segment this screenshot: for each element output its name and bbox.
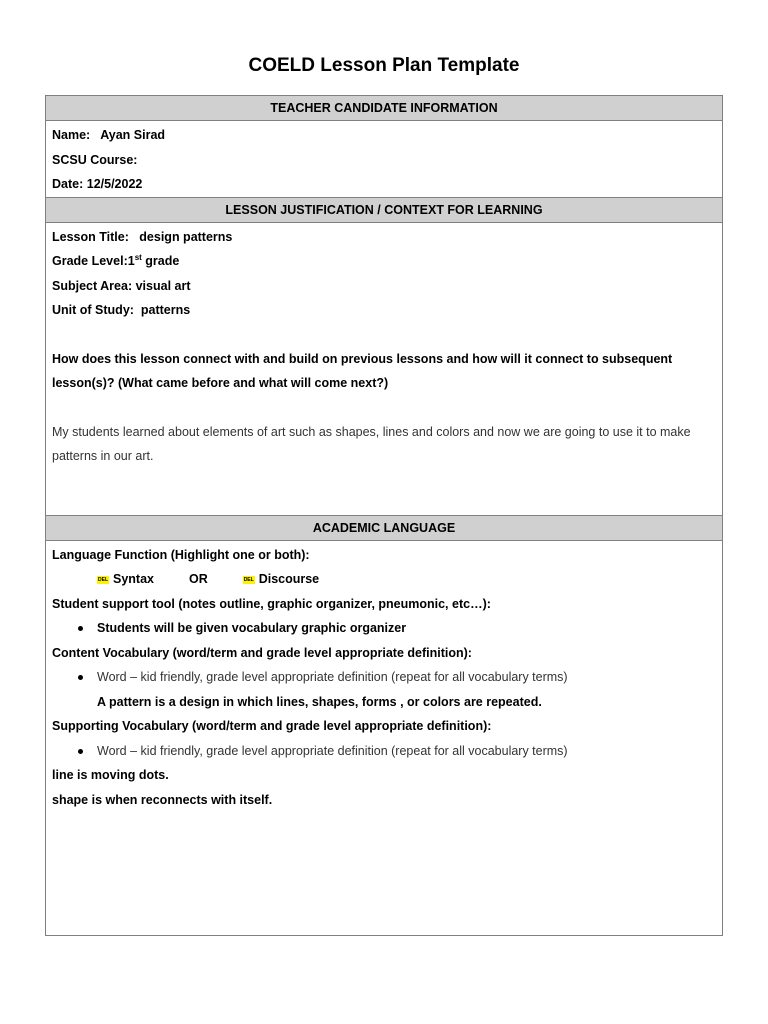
grade-sup: st bbox=[134, 252, 142, 262]
justification-header: LESSON JUSTIFICATION / CONTEXT FOR LEARNING bbox=[46, 197, 723, 222]
subject-area-row bbox=[52, 274, 716, 299]
unit-label: Unit of Study: bbox=[52, 303, 134, 317]
course-row bbox=[52, 148, 716, 173]
grade-level-row bbox=[52, 249, 716, 274]
supporting-vocab-label: Supporting Vocabulary (word/term and grade level appropriate definition): bbox=[52, 719, 492, 733]
academic-language-header: ACADEMIC LANGUAGE bbox=[46, 515, 723, 540]
lesson-title-row bbox=[52, 225, 716, 250]
support-tool-label: Student support tool (notes outline, graphic organizer, pneumonic, etc…): bbox=[52, 596, 491, 611]
name-label: Name: bbox=[52, 128, 91, 142]
date-label: Date: bbox=[52, 177, 84, 191]
unit-value: patterns bbox=[140, 303, 191, 317]
teacher-info-header: TEACHER CANDIDATE INFORMATION bbox=[46, 96, 723, 121]
language-function-label: Language Function (Highlight one or both): bbox=[52, 547, 310, 562]
option-syntax: Syntax bbox=[113, 572, 154, 586]
content-vocab-bullet: Word – kid friendly, grade level appropriate definition (repeat for all vocabulary terms) bbox=[52, 665, 716, 690]
supporting-vocab-line-1: line is moving dots. bbox=[52, 768, 169, 782]
connection-answer: My students learned about elements of art such as shapes, lines and colors and now we are going to use it to make patterns in our art. bbox=[52, 424, 691, 463]
highlight-marker: DEL bbox=[98, 576, 108, 583]
language-function-options bbox=[52, 567, 716, 592]
lesson-title-label: Lesson Title: bbox=[52, 229, 129, 244]
academic-language-section bbox=[46, 540, 723, 935]
option-or: OR bbox=[188, 572, 208, 586]
support-tool-bullet: Students will be given vocabulary graphic organizer bbox=[52, 616, 716, 641]
content-vocab-answer: A pattern is a design in which lines, shapes, forms , or colors are repeated. bbox=[97, 694, 542, 709]
name-value: Ayan Sirad bbox=[100, 128, 166, 142]
name-row bbox=[52, 123, 716, 148]
subject-value: visual art bbox=[135, 278, 191, 293]
unit-row bbox=[52, 298, 716, 323]
connection-question: How does this lesson connect with and build on previous lessons and how will it connect to subsequent lesson(s)? (What came before and what will come next?) bbox=[52, 351, 673, 390]
subject-label: Subject Area: bbox=[52, 278, 133, 293]
grade-suffix: grade bbox=[141, 254, 180, 268]
lesson-title-value: design patterns bbox=[139, 229, 233, 244]
option-discourse: Discourse bbox=[258, 572, 320, 586]
content-vocab-label: Content Vocabulary (word/term and grade level appropriate definition): bbox=[52, 645, 472, 660]
supporting-vocab-bullet: Word – kid friendly, grade level appropriate definition (repeat for all vocabulary terms) bbox=[52, 739, 716, 764]
grade-label: Grade Level:1 bbox=[52, 254, 135, 268]
date-value: 12/5/2022 bbox=[86, 177, 143, 191]
supporting-vocab-line-2: shape is when reconnects with itself. bbox=[52, 792, 273, 807]
course-label: SCSU Course: bbox=[52, 152, 138, 167]
teacher-info-section bbox=[46, 121, 723, 198]
lesson-plan-table bbox=[45, 95, 723, 936]
date-row bbox=[52, 172, 716, 197]
highlight-marker: DEL bbox=[243, 576, 254, 583]
document-title: COELD Lesson Plan Template bbox=[248, 55, 520, 76]
justification-section bbox=[46, 222, 723, 515]
